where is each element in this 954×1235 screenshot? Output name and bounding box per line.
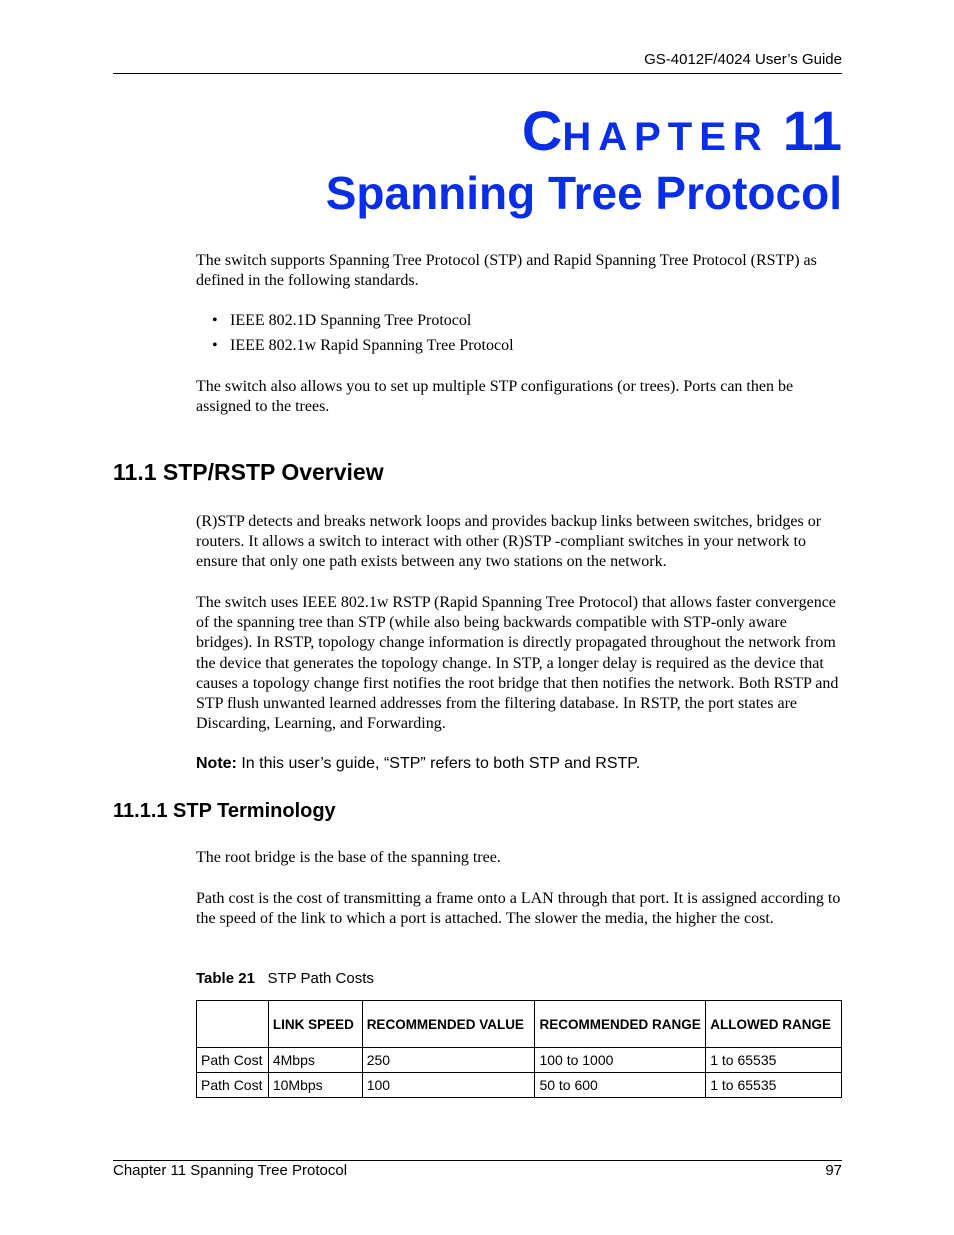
chapter-word-rest: HAPTER xyxy=(562,115,769,159)
note xyxy=(196,755,640,773)
terminology-paragraph-2: Path cost is the cost of transmitting a frame onto a LAN through that port. It is assigned according to the speed of the link to which a port is attached. The slower the media, the higher the cost. xyxy=(196,890,841,928)
section-heading-11-1-1: 11.1.1 STP Terminology xyxy=(113,800,336,822)
table-row xyxy=(197,1048,842,1073)
table-header-cell: ALLOWED RANGE xyxy=(706,1001,842,1048)
overview-paragraph-1: (R)STP detects and breaks network loops and provides backup links between switches, bridges or routers. It allows a switch to interact with other (R)STP -compliant switches in your network to ensure that only one path exists between any two stations on the network. xyxy=(196,513,822,571)
table-header-cell xyxy=(197,1001,269,1048)
table-header-cell: RECOMMENDED RANGE xyxy=(535,1001,706,1048)
bullet-item: • IEEE 802.1w Rapid Spanning Tree Protocol xyxy=(212,337,514,354)
table-cell: 100 to 1000 xyxy=(535,1048,706,1073)
header-guide-title: GS-4012F/4024 User’s Guide xyxy=(644,51,842,68)
note-text: In this user’s guide, “STP” refers to both STP and RSTP. xyxy=(236,755,641,772)
overview-paragraph-2: The switch uses IEEE 802.1w RSTP (Rapid Spanning Tree Protocol) that allows faster convergence of the spanning tree than STP (while also being backwards compatible with STP-only aware bridges). In RSTP, topology change information is directly propagated throughout the network from the device that generates the topology change. In STP, a longer delay is required as the device that causes a topology change first notifies the root bridge that then notifies the network. Both RSTP and STP flush unwanted learned addresses from the filtering database. In RSTP, the port states are Discarding, Learning, and Forwarding. xyxy=(196,594,839,733)
intro-paragraph-2: The switch also allows you to set up multiple STP configurations (or trees). Ports can then be assigned to the trees. xyxy=(196,378,794,416)
header-divider xyxy=(113,73,842,74)
table-caption xyxy=(196,970,374,987)
table-caption-text: STP Path Costs xyxy=(267,970,374,987)
table-cell: 50 to 600 xyxy=(535,1073,706,1098)
chapter-word-first: C xyxy=(521,99,563,162)
chapter-title: Spanning Tree Protocol xyxy=(325,167,842,219)
intro-paragraph-1: The switch supports Spanning Tree Protocol (STP) and Rapid Spanning Tree Protocol (RSTP) as defined in the following standards. xyxy=(196,252,817,290)
page-number: 97 xyxy=(825,1162,842,1179)
table-caption-label: Table 21 xyxy=(196,970,255,987)
table-cell: 4Mbps xyxy=(268,1048,362,1073)
chapter-label xyxy=(522,98,842,163)
footer-chapter-title: Chapter 11 Spanning Tree Protocol xyxy=(113,1162,348,1179)
table-row xyxy=(197,1073,842,1098)
stp-path-cost-table xyxy=(196,1000,842,1098)
table-cell: 1 to 65535 xyxy=(706,1048,842,1073)
terminology-paragraph-1: The root bridge is the base of the spanning tree. xyxy=(196,849,501,866)
table-cell: Path Cost xyxy=(197,1048,269,1073)
table-cell: 10Mbps xyxy=(268,1073,362,1098)
table-cell: 100 xyxy=(362,1073,535,1098)
footer-divider xyxy=(113,1160,842,1161)
table-cell: 1 to 65535 xyxy=(706,1073,842,1098)
table-cell: 250 xyxy=(362,1048,535,1073)
section-heading-11-1: 11.1 STP/RSTP Overview xyxy=(113,459,384,485)
table-cell: Path Cost xyxy=(197,1073,269,1098)
table-header-cell: RECOMMENDED VALUE xyxy=(362,1001,535,1048)
bullet-item: • IEEE 802.1D Spanning Tree Protocol xyxy=(212,312,472,329)
chapter-number: 11 xyxy=(782,99,842,162)
bullet-text: IEEE 802.1w Rapid Spanning Tree Protocol xyxy=(230,337,514,354)
table-header-row xyxy=(197,1001,842,1048)
table-header-cell: LINK SPEED xyxy=(268,1001,362,1048)
note-label: Note: xyxy=(196,755,237,772)
bullet-text: IEEE 802.1D Spanning Tree Protocol xyxy=(230,312,472,329)
